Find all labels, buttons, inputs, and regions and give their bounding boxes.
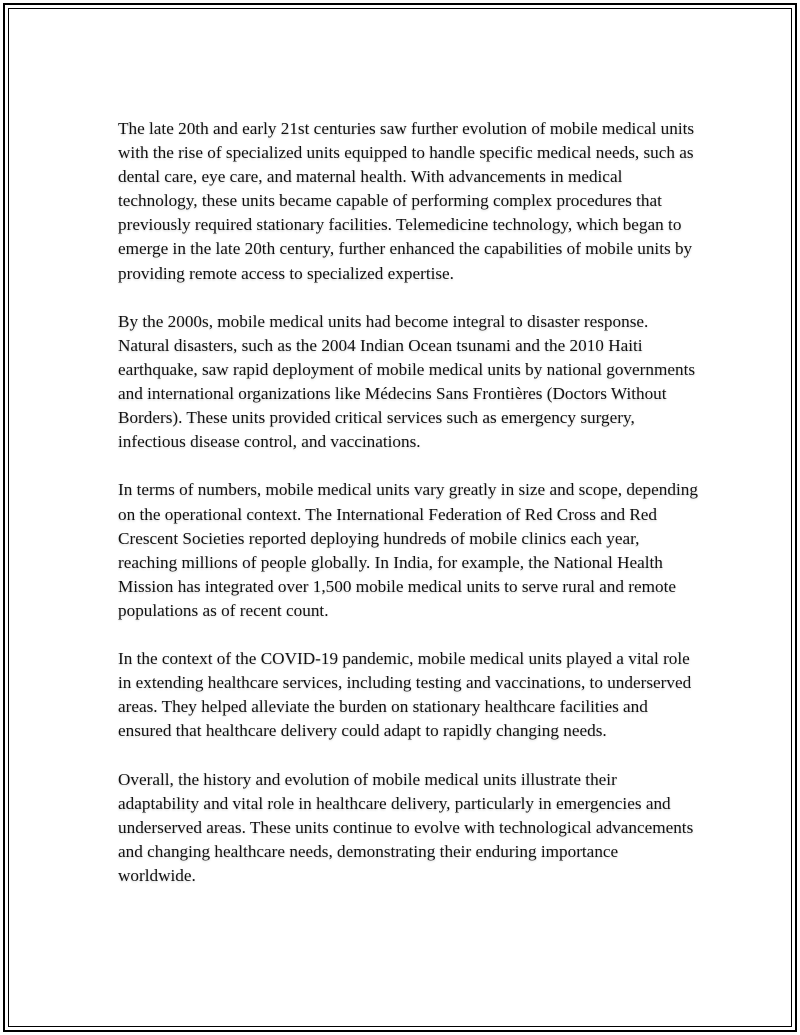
paragraph-1: The late 20th and early 21st centuries saw further evolution of mobile medical units with the rise of specialized units equipped to handle specific medical needs, such as dental care, eye care, and maternal health. With advancements in medical technology, these units became capable of performing complex procedures that previously required stationary facilities. Telemedicine technology, which began to emerge in the late 20th century, further enhanced the capabilities of mobile units by providing remote access to specialized expertise.: [118, 119, 695, 283]
paragraph-5: Overall, the history and evolution of mobile medical units illustrate their adaptability and vital role in healthcare delivery, particularly in emergencies and underserved areas. These units continue to evolve with technological advancements and changing healthcare needs, demonstrating their enduring importance worldwide.: [118, 769, 694, 885]
paragraph-3: In terms of numbers, mobile medical units vary greatly in size and scope, depending on the operational context. The International Federation of Red Cross and Red Crescent Societies reported deploying hundreds of mobile clinics each year, reaching millions of people globally. In India, for example, the National Health Mission has integrated over 1,500 mobile medical units to serve rural and remote populations as of recent count.: [118, 480, 698, 620]
paragraph-2: By the 2000s, mobile medical units had become integral to disaster response. Natural disasters, such as the 2004 Indian Ocean tsunami and the 2010 Haiti earthquake, saw rapid deployment of mobile medical units by national governments and international organizations like Médecins Sans Frontières (Doctors Without Borders). These units provided critical services such as emergency surgery, infectious disease control, and vaccinations.: [118, 311, 696, 452]
document-body: [118, 117, 698, 888]
paragraph-4: In the context of the COVID-19 pandemic, mobile medical units played a vital role in extending healthcare services, including testing and vaccinations, to underserved areas. They helped alleviate the burden on stationary healthcare facilities and ensured that healthcare delivery could adapt to rapidly changing needs.: [118, 649, 692, 741]
